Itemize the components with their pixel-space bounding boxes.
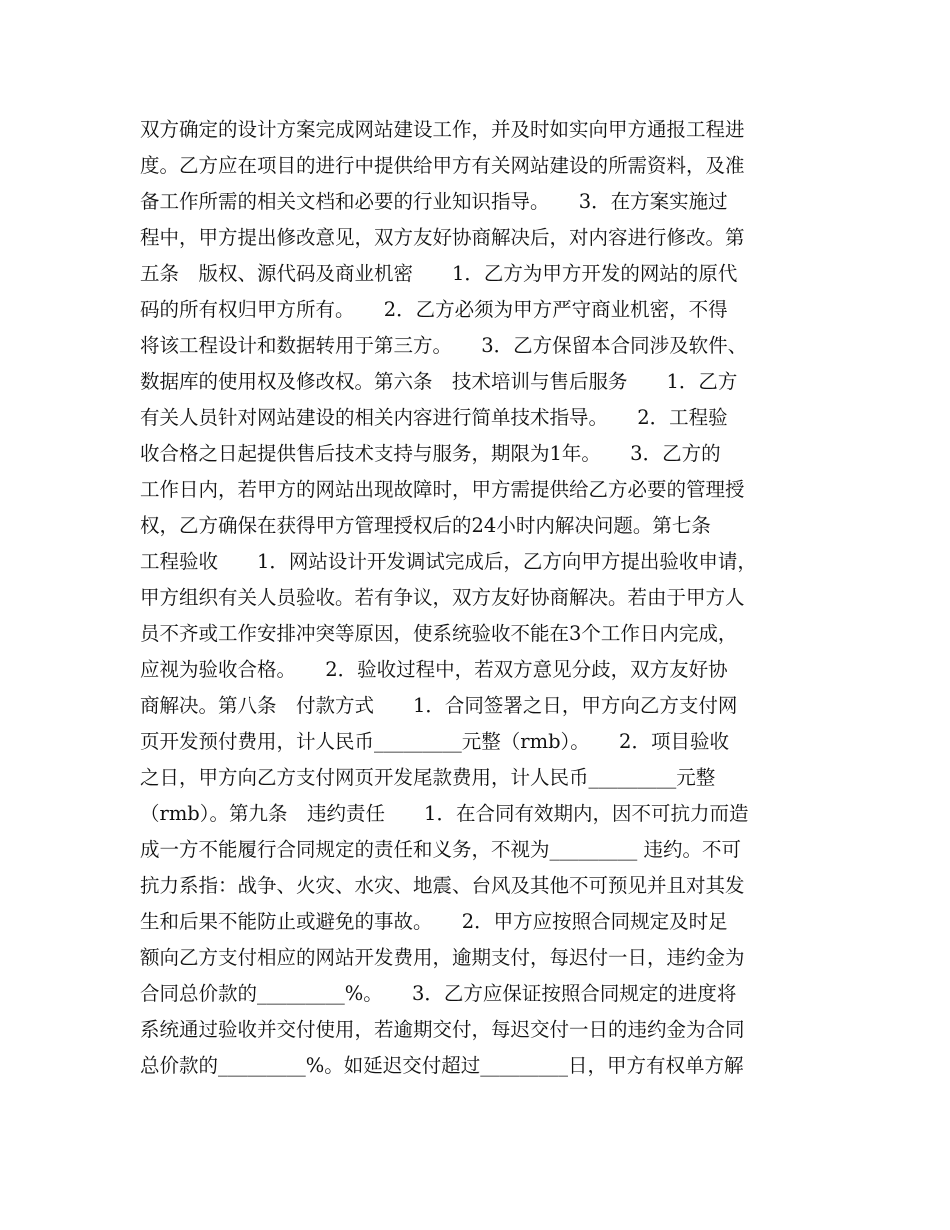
text-line-4: 程中，甲方提出修改意见，双方友好协商解决后，对内容进行修改。第 (140, 226, 745, 249)
text-line-14: 甲方组织有关人员验收。若有争议，双方友好协商解决。若由于甲方人 (140, 586, 745, 609)
text-line-27: 总价款的_________%。如延迟交付超过_________日，甲方有权单方解 (140, 1054, 744, 1077)
text-line-24: 额向乙方支付相应的网站开发费用，逾期支付，每迟付一日，违约金为 (140, 946, 745, 969)
text-line-1: 双方确定的设计方案完成网站建设工作，并及时如实向甲方通报工程进 (140, 118, 745, 141)
text-line-26: 系统通过验收并交付使用，若逾期交付，每迟交付一日的违约金为合同 (140, 1018, 745, 1041)
text-line-13: 工程验收 1．网站设计开发调试完成后，乙方向甲方提出验收申请， (140, 550, 757, 573)
text-line-23: 生和后果不能防止或避免的事故。 2．甲方应按照合同规定及时足 (140, 910, 728, 933)
text-line-5: 五条 版权、源代码及商业机密 1．乙方为甲方开发的网站的原代 (140, 262, 738, 285)
text-line-21: 成一方不能履行合同规定的责任和义务，不视为_________ 违约。不可 (140, 838, 741, 861)
text-line-18: 页开发预付费用，计人民币_________元整（rmb）。 2．项目验收 (140, 730, 729, 753)
text-line-11: 工作日内，若甲方的网站出现故障时，甲方需提供给乙方必要的管理授 (140, 478, 745, 501)
text-line-7: 将该工程设计和数据转用于第三方。 3．乙方保留本合同涉及软件、 (140, 334, 748, 357)
text-line-20: （rmb）。第九条 违约责任 1．在合同有效期内，因不可抗力而造 (140, 802, 749, 825)
text-line-22: 抗力系指：战争、火灾、水灾、地震、台风及其他不可预见并且对其发 (140, 874, 745, 897)
text-line-19: 之日，甲方向乙方支付网页开发尾款费用，计人民币_________元整 (140, 766, 716, 789)
text-line-25: 合同总价款的_________%。 3．乙方应保证按照合同规定的进度将 (140, 982, 737, 1005)
text-line-3: 备工作所需的相关文档和必要的行业知识指导。 3．在方案实施过 (140, 190, 728, 213)
text-line-9: 有关人员针对网站建设的相关内容进行简单技术指导。 2．工程验 (140, 406, 728, 429)
text-line-15: 员不齐或工作安排冲突等原因，使系统验收不能在3个工作日内完成， (140, 622, 738, 645)
text-line-12: 权，乙方确保在获得甲方管理授权后的24小时内解决问题。第七条 (140, 514, 711, 537)
text-line-8: 数据库的使用权及修改权。第六条 技术培训与售后服务 1．乙方 (140, 370, 738, 393)
text-line-6: 码的所有权归甲方所有。 2．乙方必须为甲方严守商业机密，不得 (140, 298, 728, 321)
text-line-10: 收合格之日起提供售后技术支持与服务，期限为1年。 3．乙方的 (140, 442, 721, 465)
text-line-17: 商解决。第八条 付款方式 1．合同签署之日，甲方向乙方支付网 (140, 694, 738, 717)
contract-body-text (140, 112, 830, 1084)
text-line-16: 应视为验收合格。 2．验收过程中，若双方意见分歧，双方友好协 (140, 658, 728, 681)
text-line-2: 度。乙方应在项目的进行中提供给甲方有关网站建设的所需资料，及准 (140, 154, 745, 177)
